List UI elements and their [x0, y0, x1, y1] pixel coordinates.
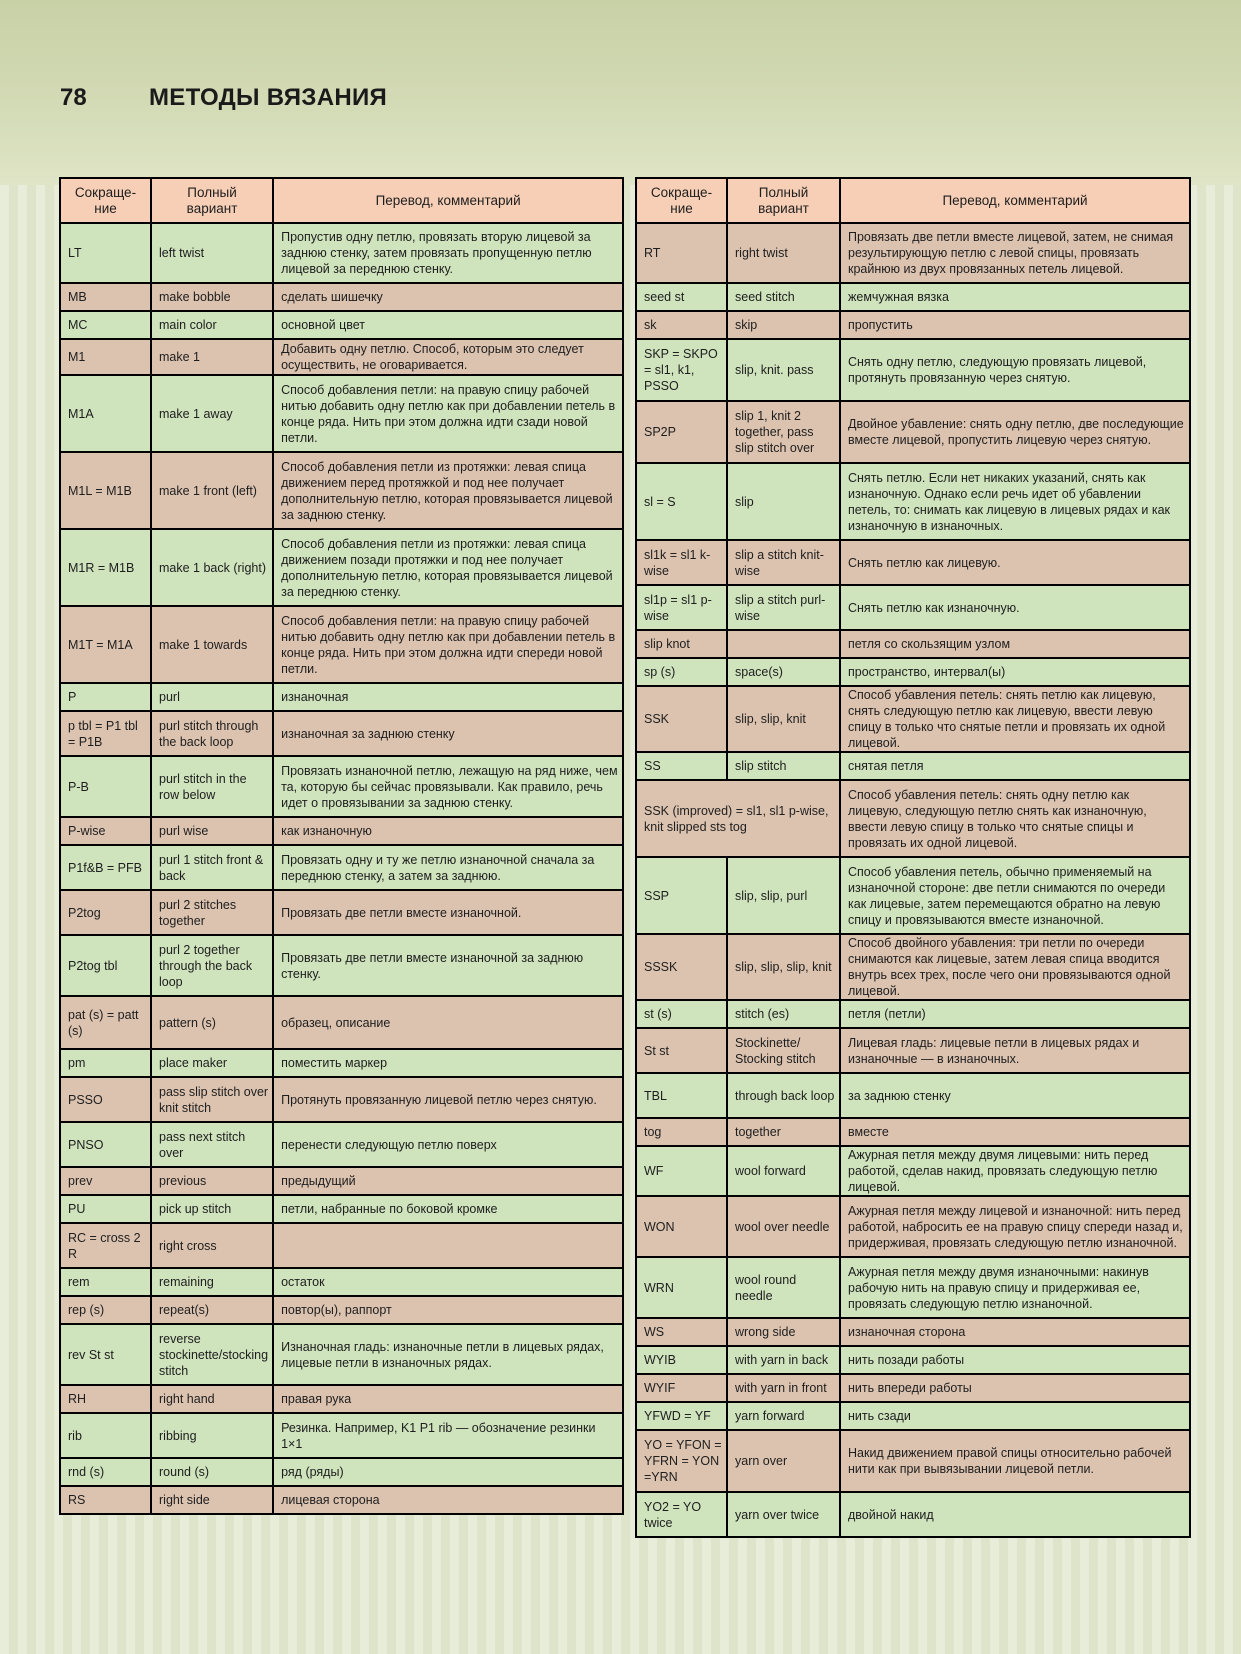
page-title: МЕТОДЫ ВЯЗАНИЯ	[149, 84, 388, 111]
translation-cell: Резинка. Например, K1 P1 rib — обозначение резинки 1×1	[273, 1413, 623, 1458]
translation-cell: Ажурная петля между двумя изнаночными: накинув рабочую нить на правую спицу и придерживая ее, провязать следующую петлю изнаночной.	[840, 1257, 1190, 1318]
translation-cell: лицевая сторона	[273, 1486, 623, 1514]
full-form-cell: pass slip stitch over knit stitch	[151, 1077, 273, 1122]
full-form-cell: purl	[151, 683, 273, 711]
abbreviation-cell: WRN	[636, 1257, 727, 1318]
abbreviation-cell: rnd (s)	[60, 1458, 151, 1486]
table-row	[60, 606, 623, 683]
header-translation: Перевод, комментарий	[840, 178, 1190, 223]
full-form-cell	[727, 630, 840, 658]
table-row	[636, 934, 1190, 1000]
abbreviation-cell: seed st	[636, 283, 727, 311]
table-row	[636, 686, 1190, 752]
table-row	[636, 780, 1190, 857]
translation-cell: Способ добавления петли из протяжки: левая спица движением позади протяжки и под нее получает дополнительную петлю, которая провязывается лицевой за переднюю стенку.	[273, 529, 623, 606]
table-row	[636, 630, 1190, 658]
abbreviation-cell: MC	[60, 311, 151, 339]
full-form-cell: make 1	[151, 339, 273, 375]
full-form-cell: together	[727, 1118, 840, 1146]
translation-cell: нить позади работы	[840, 1346, 1190, 1374]
translation-cell: Добавить одну петлю. Способ, которым это следует осуществить, не оговаривается.	[273, 339, 623, 375]
abbreviation-cell: TBL	[636, 1073, 727, 1118]
translation-cell: петля со скользящим узлом	[840, 630, 1190, 658]
translation-cell: Лицевая гладь: лицевые петли в лицевых рядах и изнаночные — в изнаночных.	[840, 1028, 1190, 1073]
abbreviation-cell: PU	[60, 1195, 151, 1223]
abbreviation-cell: SSP	[636, 857, 727, 934]
table-row	[60, 1122, 623, 1167]
table-row	[60, 817, 623, 845]
abbreviation-cell: sl1k = sl1 k-wise	[636, 540, 727, 585]
table-row	[636, 311, 1190, 339]
abbreviation-cell: RS	[60, 1486, 151, 1514]
table-row	[636, 1402, 1190, 1430]
abbreviation-cell: SSK (improved) = sl1, sl1 p-wise, knit slipped sts tog	[636, 780, 840, 857]
full-form-cell: previous	[151, 1167, 273, 1195]
table-row	[636, 1028, 1190, 1073]
table-row	[636, 658, 1190, 686]
full-form-cell: slip a stitch purl-wise	[727, 585, 840, 630]
abbreviation-cell: M1	[60, 339, 151, 375]
translation-cell: нить впереди работы	[840, 1374, 1190, 1402]
full-form-cell: yarn over	[727, 1430, 840, 1492]
table-row	[60, 683, 623, 711]
table-row	[60, 890, 623, 935]
full-form-cell: wool forward	[727, 1146, 840, 1196]
abbreviation-cell: WYIF	[636, 1374, 727, 1402]
table-row	[636, 752, 1190, 780]
full-form-cell: make bobble	[151, 283, 273, 311]
translation-cell: петли, набранные по боковой кромке	[273, 1195, 623, 1223]
abbreviation-cell: SSSK	[636, 934, 727, 1000]
table-row	[60, 711, 623, 756]
abbreviation-cell: sl = S	[636, 463, 727, 540]
table-row	[60, 1385, 623, 1413]
full-form-cell: repeat(s)	[151, 1296, 273, 1324]
table-row	[636, 283, 1190, 311]
full-form-cell: slip 1, knit 2 together, pass slip stitch over	[727, 401, 840, 463]
header-translation: Перевод, комментарий	[273, 178, 623, 223]
full-form-cell: slip, slip, knit	[727, 686, 840, 752]
translation-cell: двойной накид	[840, 1492, 1190, 1537]
full-form-cell: stitch (es)	[727, 1000, 840, 1028]
abbreviations-table-right	[635, 177, 1191, 1538]
abbreviation-cell: SS	[636, 752, 727, 780]
abbreviation-cell: P-B	[60, 756, 151, 817]
abbreviation-cell: sl1p = sl1 p-wise	[636, 585, 727, 630]
full-form-cell: round (s)	[151, 1458, 273, 1486]
table-row	[60, 1486, 623, 1514]
table-row	[60, 1268, 623, 1296]
abbreviation-cell: YO = YFON = YFRN = YON =YRN	[636, 1430, 727, 1492]
full-form-cell: purl wise	[151, 817, 273, 845]
table-row	[636, 540, 1190, 585]
table-row	[60, 452, 623, 529]
full-form-cell: slip stitch	[727, 752, 840, 780]
translation-cell: Снять петлю как изнаночную.	[840, 585, 1190, 630]
full-form-cell: space(s)	[727, 658, 840, 686]
abbreviation-cell: WON	[636, 1196, 727, 1257]
table-row	[636, 1000, 1190, 1028]
table-header-row	[60, 178, 623, 223]
table-row	[60, 845, 623, 890]
full-form-cell: seed stitch	[727, 283, 840, 311]
translation-cell: Способ добавления петли из протяжки: левая спица движением перед протяжкой и под нее получает дополнительную петлю, которая провязывается лицевой за заднюю стенку.	[273, 452, 623, 529]
abbreviation-cell: rib	[60, 1413, 151, 1458]
page-number: 78	[60, 84, 87, 111]
full-form-cell: pass next stitch over	[151, 1122, 273, 1167]
full-form-cell: right twist	[727, 223, 840, 283]
translation-cell: Провязать две петли вместе изнаночной.	[273, 890, 623, 935]
table-row	[636, 339, 1190, 401]
table-row	[60, 223, 623, 283]
translation-cell: сделать шишечку	[273, 283, 623, 311]
full-form-cell: with yarn in back	[727, 1346, 840, 1374]
full-form-cell: pattern (s)	[151, 996, 273, 1049]
full-form-cell: make 1 away	[151, 375, 273, 452]
header-full-form: Полный вариант	[151, 178, 273, 223]
translation-cell: Провязать две петли вместе лицевой, затем, не снимая результирующую петлю с левой спицы, провязать крайнюю из двух провязанных петель лицевой.	[840, 223, 1190, 283]
full-form-cell: place maker	[151, 1049, 273, 1077]
translation-cell: Двойное убавление: снять одну петлю, две последующие вместе лицевой, пропустить лицевую через снятую.	[840, 401, 1190, 463]
table-row	[60, 1413, 623, 1458]
translation-cell: петля (петли)	[840, 1000, 1190, 1028]
abbreviation-cell: P1f&B = PFB	[60, 845, 151, 890]
abbreviation-cell: sk	[636, 311, 727, 339]
table-row	[60, 756, 623, 817]
translation-cell: Способ убавления петель: снять одну петлю как лицевую, следующую петлю снять как изнаночную, ввести левую спицу в только что снятые спицы и провязать их одной лицевой.	[840, 780, 1190, 857]
translation-cell: изнаночная за заднюю стенку	[273, 711, 623, 756]
full-form-cell: Stockinette/ Stocking stitch	[727, 1028, 840, 1073]
abbreviation-cell: P2tog tbl	[60, 935, 151, 996]
full-form-cell: yarn forward	[727, 1402, 840, 1430]
full-form-cell: make 1 towards	[151, 606, 273, 683]
abbreviation-cell: SSK	[636, 686, 727, 752]
translation-cell: Ажурная петля между лицевой и изнаночной: нить перед работой, набросить ее на правую спицу спереди назад и, придерживая, провязать следующую петлю изнаночной.	[840, 1196, 1190, 1257]
table-row	[636, 1257, 1190, 1318]
abbreviation-cell: SKP = SKPO = sl1, k1, PSSO	[636, 339, 727, 401]
abbreviations-table-left	[59, 177, 624, 1515]
abbreviation-cell: PSSO	[60, 1077, 151, 1122]
full-form-cell: make 1 back (right)	[151, 529, 273, 606]
table-header-row	[636, 178, 1190, 223]
table-row	[636, 857, 1190, 934]
translation-cell: поместить маркер	[273, 1049, 623, 1077]
abbreviation-cell: rev St st	[60, 1324, 151, 1385]
full-form-cell: through back loop	[727, 1073, 840, 1118]
table-row	[636, 1073, 1190, 1118]
abbreviation-cell: RT	[636, 223, 727, 283]
abbreviation-cell: PNSO	[60, 1122, 151, 1167]
table-row	[636, 463, 1190, 540]
abbreviation-cell: P	[60, 683, 151, 711]
full-form-cell: wrong side	[727, 1318, 840, 1346]
full-form-cell: remaining	[151, 1268, 273, 1296]
abbreviation-cell: rep (s)	[60, 1296, 151, 1324]
translation-cell: за заднюю стенку	[840, 1073, 1190, 1118]
table-row	[636, 1146, 1190, 1196]
full-form-cell: right side	[151, 1486, 273, 1514]
table-row	[60, 1296, 623, 1324]
abbreviation-cell: YO2 = YO twice	[636, 1492, 727, 1537]
table-row	[636, 1374, 1190, 1402]
translation-cell: Провязать две петли вместе изнаночной за заднюю стенку.	[273, 935, 623, 996]
abbreviation-cell: M1R = M1B	[60, 529, 151, 606]
full-form-cell: purl 1 stitch front & back	[151, 845, 273, 890]
full-form-cell: pick up stitch	[151, 1195, 273, 1223]
table-row	[60, 1049, 623, 1077]
translation-cell: Снять петлю. Если нет никаких указаний, снять как изнаночную. Однако если речь идет об убавлении петель, то: снимать как лицевую в лицевых рядах и как изнаночную в изнаночных.	[840, 463, 1190, 540]
abbreviation-cell: P-wise	[60, 817, 151, 845]
translation-cell: Способ двойного убавления: три петли по очереди снимаются как лицевые, затем левая спица вводится внутрь всех трех, после чего они провязываются одной лицевой.	[840, 934, 1190, 1000]
table-row	[60, 1195, 623, 1223]
abbreviation-cell: P2tog	[60, 890, 151, 935]
table-row	[636, 1118, 1190, 1146]
translation-cell: вместе	[840, 1118, 1190, 1146]
translation-cell: Способ убавления петель, обычно применяемый на изнаночной стороне: две петли снимаются по очереди как лицевые, затем перемещаются обратно на левую спицу и провязываются вместе изнаночной.	[840, 857, 1190, 934]
full-form-cell: purl 2 stitches together	[151, 890, 273, 935]
full-form-cell: slip	[727, 463, 840, 540]
table-row	[636, 223, 1190, 283]
table-row	[636, 585, 1190, 630]
translation-cell: повтор(ы), раппорт	[273, 1296, 623, 1324]
table-row	[60, 311, 623, 339]
translation-cell: пропустить	[840, 311, 1190, 339]
full-form-cell: right cross	[151, 1223, 273, 1268]
full-form-cell: yarn over twice	[727, 1492, 840, 1537]
abbreviation-cell: pat (s) = patt (s)	[60, 996, 151, 1049]
table-row	[60, 1324, 623, 1385]
abbreviation-cell: M1L = M1B	[60, 452, 151, 529]
translation-cell: Провязать одну и ту же петлю изнаночной сначала за переднюю стенку, а затем за заднюю.	[273, 845, 623, 890]
abbreviation-cell: YFWD = YF	[636, 1402, 727, 1430]
full-form-cell: purl stitch through the back loop	[151, 711, 273, 756]
translation-cell: Снять одну петлю, следующую провязать лицевой, протянуть провязанную через снятую.	[840, 339, 1190, 401]
table-row	[60, 283, 623, 311]
abbreviation-cell: SP2P	[636, 401, 727, 463]
table-row	[60, 935, 623, 996]
translation-cell: основной цвет	[273, 311, 623, 339]
abbreviation-cell: p tbl = P1 tbl = P1B	[60, 711, 151, 756]
translation-cell: изнаночная	[273, 683, 623, 711]
translation-cell: Протянуть провязанную лицевой петлю через снятую.	[273, 1077, 623, 1122]
right-table-body	[636, 223, 1190, 1537]
table-row	[636, 401, 1190, 463]
abbreviation-cell: RC = cross 2 R	[60, 1223, 151, 1268]
full-form-cell: purl stitch in the row below	[151, 756, 273, 817]
translation-cell: Провязать изнаночной петлю, лежащую на ряд ниже, чем та, которую бы сейчас провязывали. Как правило, речь идет о провязывании за заднюю стенку.	[273, 756, 623, 817]
table-row	[636, 1346, 1190, 1374]
translation-cell: нить сзади	[840, 1402, 1190, 1430]
table-row	[60, 339, 623, 375]
full-form-cell: slip a stitch knit-wise	[727, 540, 840, 585]
translation-cell: Способ добавления петли: на правую спицу рабочей нитью добавить одну петлю как при добавлении петель в конце ряда. Нить при этом должна идти спереди новой петли.	[273, 606, 623, 683]
full-form-cell: slip, slip, slip, knit	[727, 934, 840, 1000]
full-form-cell: right hand	[151, 1385, 273, 1413]
header-full-form: Полный вариант	[727, 178, 840, 223]
table-row	[636, 1196, 1190, 1257]
translation-cell: остаток	[273, 1268, 623, 1296]
translation-cell: перенести следующую петлю поверх	[273, 1122, 623, 1167]
translation-cell	[273, 1223, 623, 1268]
table-row	[60, 1077, 623, 1122]
header-abbreviation: Сокраще- ние	[636, 178, 727, 223]
abbreviation-cell: tog	[636, 1118, 727, 1146]
translation-cell: изнаночная сторона	[840, 1318, 1190, 1346]
table-row	[60, 375, 623, 452]
table-row	[636, 1492, 1190, 1537]
full-form-cell: with yarn in front	[727, 1374, 840, 1402]
translation-cell: правая рука	[273, 1385, 623, 1413]
full-form-cell: purl 2 together through the back loop	[151, 935, 273, 996]
abbreviation-cell: WS	[636, 1318, 727, 1346]
abbreviation-cell: st (s)	[636, 1000, 727, 1028]
abbreviation-cell: M1A	[60, 375, 151, 452]
full-form-cell: slip, slip, purl	[727, 857, 840, 934]
full-form-cell: left twist	[151, 223, 273, 283]
translation-cell: Изнаночная гладь: изнаночные петли в лицевых рядах, лицевые петли в изнаночных рядах.	[273, 1324, 623, 1385]
translation-cell: снятая петля	[840, 752, 1190, 780]
translation-cell: предыдущий	[273, 1167, 623, 1195]
header-abbreviation: Сокраще- ние	[60, 178, 151, 223]
abbreviation-cell: St st	[636, 1028, 727, 1073]
full-form-cell: skip	[727, 311, 840, 339]
full-form-cell: slip, knit. pass	[727, 339, 840, 401]
translation-cell: образец, описание	[273, 996, 623, 1049]
abbreviation-cell: WYIB	[636, 1346, 727, 1374]
translation-cell: ряд (ряды)	[273, 1458, 623, 1486]
abbreviation-cell: prev	[60, 1167, 151, 1195]
abbreviation-cell: pm	[60, 1049, 151, 1077]
full-form-cell: wool round needle	[727, 1257, 840, 1318]
translation-cell: Пропустив одну петлю, провязать вторую лицевой за заднюю стенку, затем провязать пропущенную петлю лицевой за переднюю стенку.	[273, 223, 623, 283]
abbreviation-cell: LT	[60, 223, 151, 283]
table-row	[60, 1458, 623, 1486]
translation-cell: Накид движением правой спицы относительно рабочей нити как при вывязывании лицевой петли.	[840, 1430, 1190, 1492]
translation-cell: Ажурная петля между двумя лицевыми: нить перед работой, сделав накид, провязать следующую петлю лицевой.	[840, 1146, 1190, 1196]
table-row	[60, 529, 623, 606]
translation-cell: жемчужная вязка	[840, 283, 1190, 311]
translation-cell: Способ добавления петли: на правую спицу рабочей нитью добавить одну петлю как при добавлении петель в конце ряда. Нить при этом должна идти сзади новой петли.	[273, 375, 623, 452]
table-row	[60, 996, 623, 1049]
table-row	[60, 1223, 623, 1268]
abbreviation-cell: sp (s)	[636, 658, 727, 686]
full-form-cell: main color	[151, 311, 273, 339]
table-row	[636, 1430, 1190, 1492]
left-table-body	[60, 223, 623, 1514]
table-row	[636, 1318, 1190, 1346]
abbreviation-cell: RH	[60, 1385, 151, 1413]
full-form-cell: make 1 front (left)	[151, 452, 273, 529]
full-form-cell: wool over needle	[727, 1196, 840, 1257]
full-form-cell: reverse stockinette/stocking stitch	[151, 1324, 273, 1385]
translation-cell: пространство, интервал(ы)	[840, 658, 1190, 686]
abbreviation-cell: rem	[60, 1268, 151, 1296]
table-row	[60, 1167, 623, 1195]
abbreviation-cell: MB	[60, 283, 151, 311]
full-form-cell: ribbing	[151, 1413, 273, 1458]
abbreviation-cell: WF	[636, 1146, 727, 1196]
translation-cell: как изнаночную	[273, 817, 623, 845]
translation-cell: Снять петлю как лицевую.	[840, 540, 1190, 585]
abbreviation-cell: M1T = M1A	[60, 606, 151, 683]
translation-cell: Способ убавления петель: снять петлю как лицевую, снять следующую петлю как лицевую, ввести левую спицу в только что снятые петли и провязать их одной лицевой.	[840, 686, 1190, 752]
abbreviation-cell: slip knot	[636, 630, 727, 658]
